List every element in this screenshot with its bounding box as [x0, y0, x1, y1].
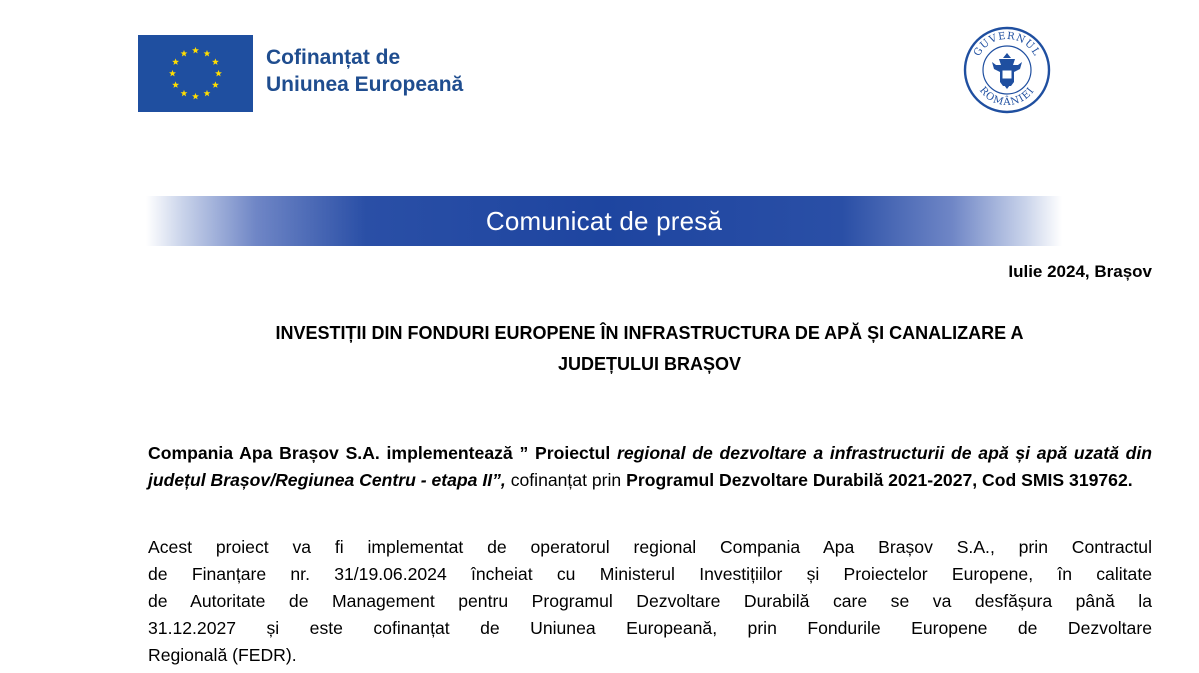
eu-cofinancing-label: [266, 44, 526, 98]
intro-program: Programul Dezvoltare Durabilă 2021-2027, Cod SMIS 319762.: [626, 470, 1133, 490]
body-line1: Acest proiect va fi implementat de operatorul regional Compania Apa Brașov S.A., prin Contractul: [148, 537, 1152, 557]
eu-star-icon: [181, 90, 188, 97]
eu-star-icon: [192, 93, 199, 100]
eu-star-icon: [192, 47, 199, 54]
headline: [150, 318, 1149, 380]
intro-part3: cofinanțat prin: [505, 470, 627, 490]
eu-star-icon: [212, 58, 219, 65]
eu-star-icon: [181, 50, 188, 57]
eu-star-icon: [172, 58, 179, 65]
press-release-banner: [146, 196, 1062, 246]
body-line3: de Autoritate de Management pentru Programul Dezvoltare Durabilă care se va desfășura până la: [148, 591, 1152, 611]
seal-text-bottom: ROMÂNIEI: [976, 85, 1038, 109]
body-paragraph: [148, 534, 1152, 669]
headline-line1: INVESTIȚII DIN FONDURI EUROPENE ÎN INFRASTRUCTURA DE APĂ ȘI CANALIZARE A: [275, 323, 1024, 343]
eu-label-line1: Cofinanțat de: [266, 46, 401, 69]
banner-title: Comunicat de presă: [485, 205, 723, 236]
body-line5: Regională (FEDR).: [148, 645, 297, 665]
eu-star-icon: [215, 70, 222, 77]
eu-label-line2: Uniunea Europeană: [266, 73, 464, 96]
eu-star-icon: [172, 81, 179, 88]
intro-project-title: regional de dezvoltare a infrastructurii de apă și apă uzată din județul Brașov/Regiunea Centru - etapa II”,: [148, 443, 1152, 490]
eu-star-icon: [204, 90, 211, 97]
body-line2: de Finanțare nr. 31/19.06.2024 încheiat cu Ministerul Investițiilor și Proiectelor Europene, în calitate: [148, 564, 1152, 584]
dateline: Iulie 2024, Brașov: [1008, 262, 1152, 281]
eu-star-icon: [212, 81, 219, 88]
eu-star-icon: [204, 50, 211, 57]
seal-text-top: GUVERNUL: [971, 30, 1043, 59]
body-line4: 31.12.2027 și este cofinanțat de Uniunea Europeană, prin Fondurile Europene de Dezvoltare: [148, 618, 1152, 638]
intro-paragraph: [148, 440, 1152, 494]
headline-line2: JUDEȚULUI BRAȘOV: [557, 354, 741, 374]
eu-flag-icon: [138, 35, 253, 112]
guvernul-romaniei-seal-icon: [962, 26, 1052, 114]
intro-part1: Compania Apa Brașov S.A. implementează ” Proiectul: [148, 443, 618, 463]
eu-star-icon: [169, 70, 176, 77]
